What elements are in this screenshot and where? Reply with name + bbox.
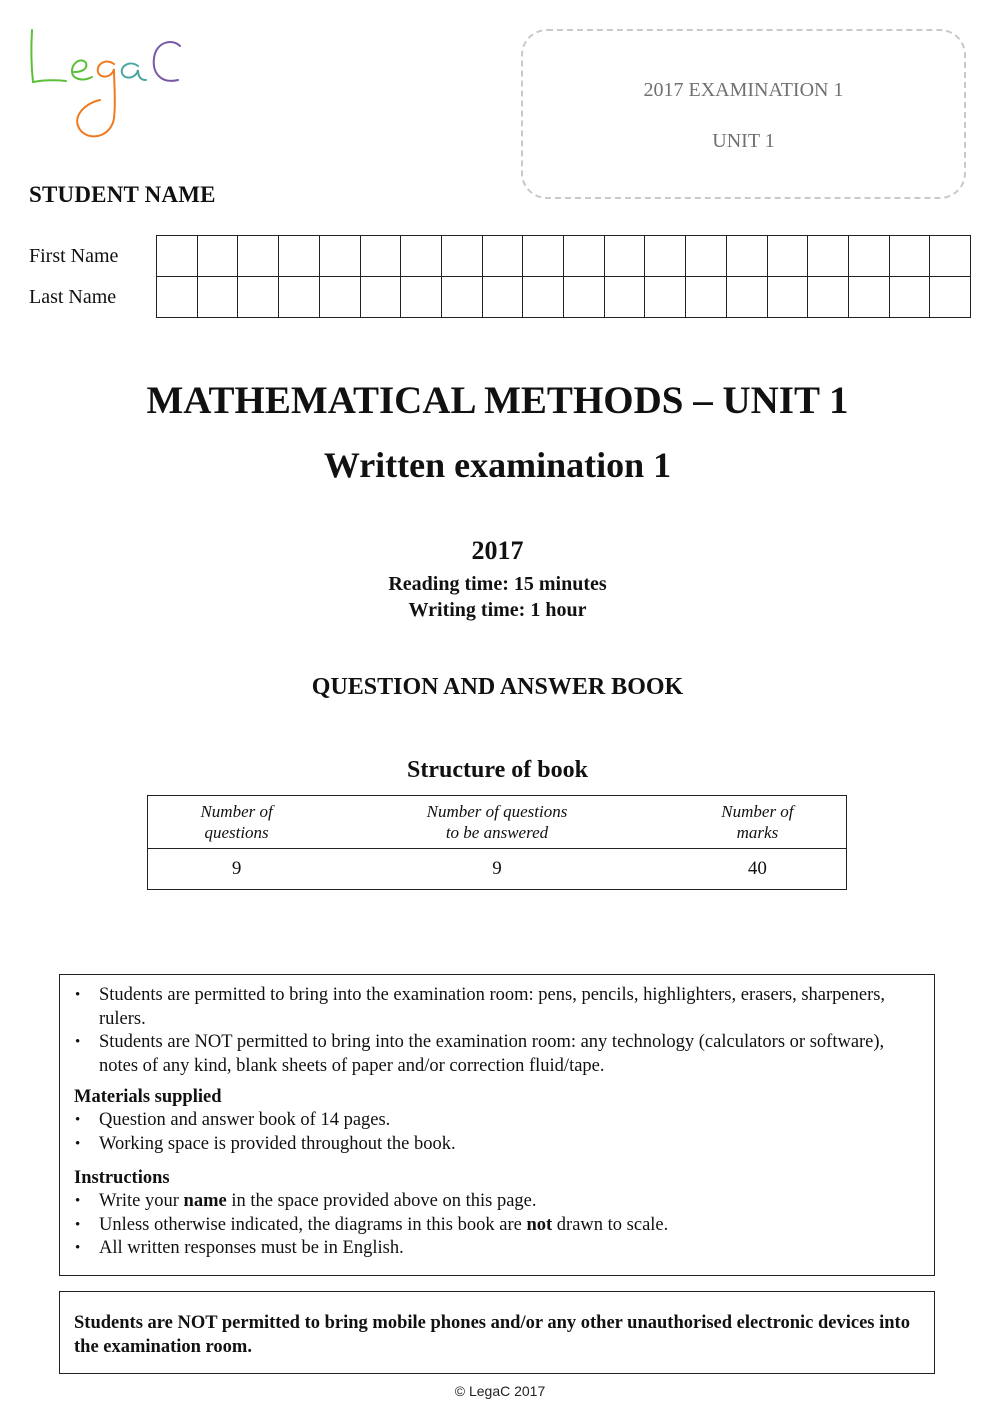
list-item: • Students are permitted to bring into the examination room: pens, pencils, highlighters, erasers, sharpeners, rulers. <box>60 984 904 1031</box>
first-name-box[interactable] <box>768 236 809 277</box>
list-item: • Working space is provided throughout the book. <box>60 1133 904 1157</box>
page-subtitle: Written examination 1 <box>323 445 672 485</box>
header-questions-to-answer: Number of questions to be answered <box>325 796 669 849</box>
last-name-label: Last Name <box>29 286 117 308</box>
last-name-box[interactable] <box>645 277 686 318</box>
last-name-box[interactable] <box>930 277 971 318</box>
last-name-box[interactable] <box>320 277 361 318</box>
phone-warning-box: Students are NOT permitted to bring mobile phones and/or any other unauthorised electronic devices into the examination room. <box>59 1291 935 1374</box>
last-name-box[interactable] <box>523 277 564 318</box>
name-entry-grid[interactable] <box>156 235 971 318</box>
last-name-box[interactable] <box>686 277 727 318</box>
header-number-of-questions: Number of questions <box>148 796 326 849</box>
copyright-footer: © LegaC 2017 <box>454 1383 546 1399</box>
first-name-box[interactable] <box>483 236 524 277</box>
last-name-box[interactable] <box>727 277 768 318</box>
legac-logo <box>22 22 197 147</box>
first-name-box[interactable] <box>849 236 890 277</box>
first-name-box[interactable] <box>727 236 768 277</box>
value-number-of-questions: 9 <box>148 849 326 890</box>
list-item: • Students are NOT permitted to bring into the examination room: any technology (calculators or software), notes of any kind, blank sheets of paper and/or correction fluid/tape. <box>60 1031 904 1078</box>
last-name-box[interactable] <box>808 277 849 318</box>
first-name-box[interactable] <box>523 236 564 277</box>
exam-label-line2: UNIT 1 <box>712 130 775 152</box>
instructions-heading: Instructions <box>74 1168 170 1188</box>
first-name-box[interactable] <box>238 236 279 277</box>
materials-list <box>60 1109 904 1156</box>
last-name-box[interactable] <box>157 277 198 318</box>
exam-label-box <box>521 29 966 199</box>
exam-label-line1: 2017 EXAMINATION 1 <box>643 79 844 101</box>
last-name-box[interactable] <box>279 277 320 318</box>
list-item: • All written responses must be in English. <box>60 1237 904 1261</box>
last-name-box[interactable] <box>849 277 890 318</box>
first-name-box[interactable] <box>645 236 686 277</box>
structure-value-row <box>148 849 847 890</box>
value-number-of-marks: 40 <box>669 849 847 890</box>
last-name-box[interactable] <box>564 277 605 318</box>
first-name-box[interactable] <box>605 236 646 277</box>
last-name-box[interactable] <box>605 277 646 318</box>
instructions-list <box>60 1190 904 1261</box>
book-title: QUESTION AND ANSWER BOOK <box>311 674 684 700</box>
first-name-box[interactable] <box>279 236 320 277</box>
list-item: • Write your name in the space provided above on this page. <box>60 1190 904 1214</box>
first-name-box[interactable] <box>320 236 361 277</box>
instructions-box <box>59 974 935 1276</box>
last-name-box[interactable] <box>198 277 239 318</box>
first-name-box[interactable] <box>198 236 239 277</box>
header-number-of-marks: Number of marks <box>669 796 847 849</box>
last-name-box[interactable] <box>238 277 279 318</box>
last-name-box[interactable] <box>768 277 809 318</box>
first-name-box[interactable] <box>686 236 727 277</box>
structure-table <box>147 795 847 890</box>
last-name-box[interactable] <box>401 277 442 318</box>
first-name-box[interactable] <box>930 236 971 277</box>
last-name-box[interactable] <box>483 277 524 318</box>
page-title: MATHEMATICAL METHODS – UNIT 1 <box>146 379 849 422</box>
list-item: • Unless otherwise indicated, the diagrams in this book are not drawn to scale. <box>60 1214 904 1238</box>
first-name-box[interactable] <box>361 236 402 277</box>
student-name-heading: STUDENT NAME <box>29 182 216 207</box>
first-name-box[interactable] <box>157 236 198 277</box>
first-name-box[interactable] <box>564 236 605 277</box>
materials-heading: Materials supplied <box>74 1087 222 1107</box>
value-questions-to-answer: 9 <box>325 849 669 890</box>
last-name-box[interactable] <box>890 277 931 318</box>
first-name-box[interactable] <box>890 236 931 277</box>
last-name-box[interactable] <box>442 277 483 318</box>
exam-year: 2017 <box>471 536 524 565</box>
reading-time: Reading time: 15 minutes <box>388 573 607 595</box>
last-name-box[interactable] <box>361 277 402 318</box>
permissions-list <box>60 984 904 1078</box>
structure-header-row <box>148 796 847 849</box>
first-name-label: First Name <box>29 245 119 267</box>
writing-time: Writing time: 1 hour <box>408 599 587 621</box>
first-name-box[interactable] <box>808 236 849 277</box>
first-name-box[interactable] <box>401 236 442 277</box>
structure-heading: Structure of book <box>407 757 588 783</box>
list-item: • Question and answer book of 14 pages. <box>60 1109 904 1133</box>
first-name-box[interactable] <box>442 236 483 277</box>
